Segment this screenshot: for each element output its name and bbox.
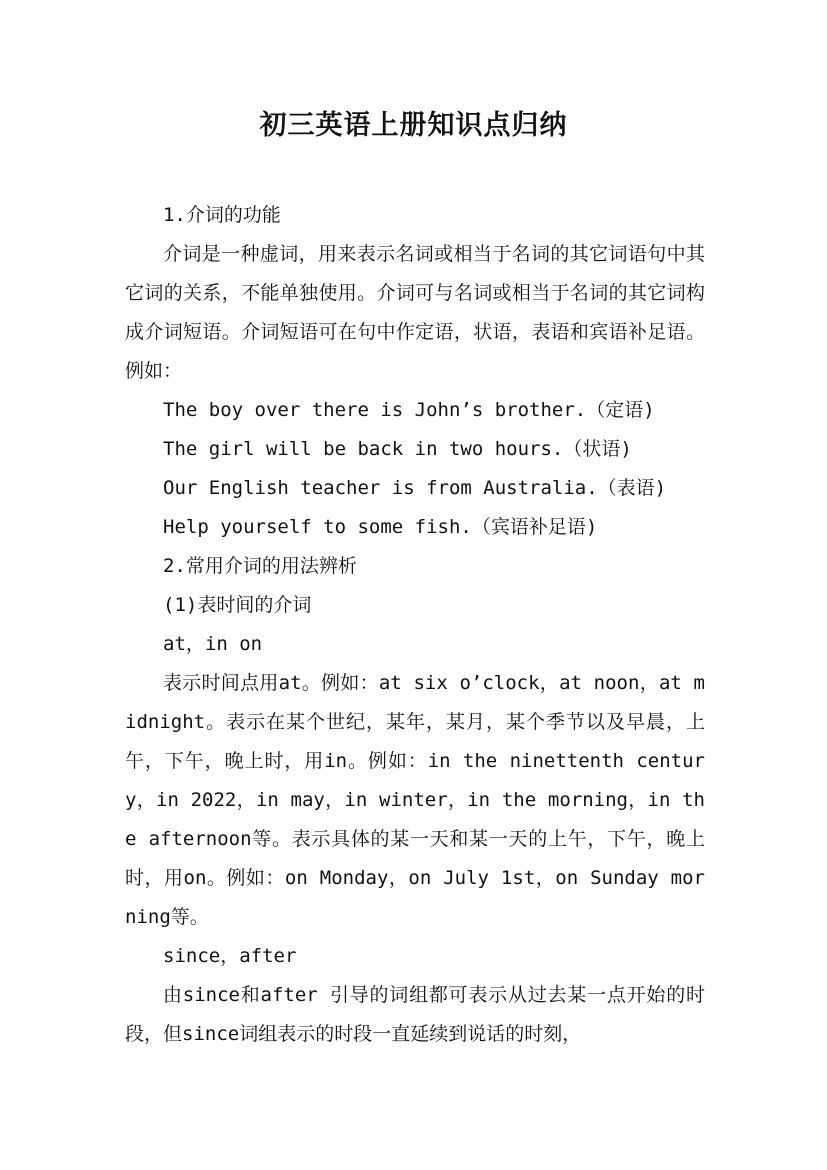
example-sentence-complement: Help yourself to some fish.（宾语补足语) <box>163 516 598 538</box>
section-heading-common-prepositions: 2.常用介词的用法辨析 <box>163 555 357 577</box>
document-body <box>125 196 705 1054</box>
document-title: 初三英语上册知识点归纳 <box>259 110 568 141</box>
example-sentence-predicative: Our English teacher is from Australia.（表语) <box>163 477 667 499</box>
paragraph-since-after-usage: 由since和after 引导的词组都可表示从过去某一点开始的时段，但since词组表示的时段一直延续到说话的时刻， <box>125 984 705 1045</box>
section-heading-preposition-function: 1.介词的功能 <box>163 204 281 226</box>
term-since-after: since，after <box>163 945 297 967</box>
paragraph-at-in-on-usage: 表示时间点用at。例如：at six o’clock，at noon，at midnight。表示在某个世纪，某年，某月，某个季节以及早晨，上午，下午，晚上时，用in。例如：in the ninettenth century，in 2022，in may，in winter，in the morning，in the afternoon等。表示具体的某一天和某一天的上午，下午，晚上时，用on。例如：on Monday，on July 1st，on Sunday morning等。 <box>125 672 705 928</box>
term-at-in-on: at，in on <box>163 633 263 655</box>
subsection-heading-time-prepositions: (1)表时间的介词 <box>163 594 312 616</box>
example-sentence-attributive: The boy over there is John’s brother.（定语) <box>163 399 655 421</box>
paragraph-preposition-definition: 介词是一种虚词，用来表示名词或相当于名词的其它词语句中其它词的关系，不能单独使用。介词可与名词或相当于名词的其它词构成介词短语。介词短语可在句中作定语，状语，表语和宾语补足语。例如： <box>125 243 705 382</box>
example-sentence-adverbial: The girl will be back in two hours.（状语) <box>163 438 632 460</box>
